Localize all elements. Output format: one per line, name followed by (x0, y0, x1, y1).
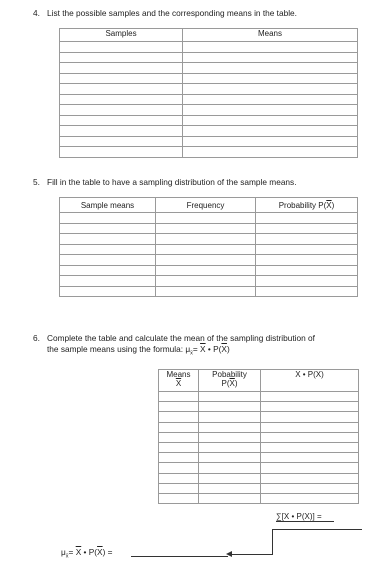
blank-cell[interactable] (60, 276, 156, 287)
blank-cell[interactable] (156, 244, 256, 255)
blank-cell[interactable] (183, 94, 358, 105)
blank-cell[interactable] (159, 473, 199, 483)
blank-cell[interactable] (199, 422, 261, 432)
blank-cell[interactable] (261, 493, 359, 503)
blank-cell[interactable] (159, 422, 199, 432)
formula-close: ) = (102, 547, 113, 557)
x-bar-symbol: X (97, 547, 103, 557)
blank-cell[interactable] (156, 213, 256, 224)
connector-top-line (272, 529, 362, 530)
blank-cell[interactable] (60, 286, 156, 297)
table-row (159, 473, 359, 483)
formula-subscript: x̄ (190, 350, 193, 357)
connector-vertical-line (272, 529, 273, 554)
blank-cell[interactable] (60, 42, 183, 53)
blank-cell[interactable] (60, 63, 183, 74)
blank-cell[interactable] (199, 473, 261, 483)
question-text: List the possible samples and the corresponding means in the table. (47, 8, 297, 18)
header-means (159, 370, 199, 392)
x-bar-symbol: X (315, 370, 322, 379)
blank-cell[interactable] (256, 276, 358, 287)
formula-equals: = (192, 344, 201, 354)
blank-cell[interactable] (261, 412, 359, 422)
blank-cell[interactable] (159, 483, 199, 493)
blank-cell[interactable] (60, 244, 156, 255)
header-frequency: Frequency (156, 198, 256, 213)
x-bar-symbol: X (175, 379, 182, 388)
blank-cell[interactable] (60, 213, 156, 224)
formula-subscript: x̄ (65, 553, 69, 560)
question-5 (33, 177, 297, 187)
blank-cell[interactable] (156, 255, 256, 266)
header-means: Means (183, 29, 358, 42)
blank-cell[interactable] (183, 52, 358, 63)
blank-cell[interactable] (183, 136, 358, 147)
mean-calculation-table (158, 369, 359, 504)
blank-cell[interactable] (156, 223, 256, 234)
table-row (159, 402, 359, 412)
blank-cell[interactable] (199, 392, 261, 402)
blank-cell[interactable] (261, 463, 359, 473)
means-label: Means (166, 370, 191, 379)
blank-cell[interactable] (156, 265, 256, 276)
product-label: • P( (300, 370, 316, 379)
blank-cell[interactable] (60, 126, 183, 137)
blank-cell[interactable] (156, 286, 256, 297)
sampling-distribution-table (59, 197, 358, 297)
header-sample-means: Sample means (60, 198, 156, 213)
table-row (60, 42, 358, 53)
table-row (60, 265, 358, 276)
question-6 (33, 333, 315, 343)
blank-cell[interactable] (256, 265, 358, 276)
close-paren: ) (234, 379, 238, 388)
formula-times: • P( (81, 547, 98, 557)
table-row (159, 493, 359, 503)
blank-cell[interactable] (261, 442, 359, 452)
x-bar-symbol: X (326, 200, 332, 210)
table-row (60, 255, 358, 266)
blank-cell[interactable] (183, 42, 358, 53)
blank-cell[interactable] (60, 52, 183, 63)
header-samples: Samples (60, 29, 183, 42)
mu-symbol: μ (61, 547, 66, 557)
table-row (60, 244, 358, 255)
sum-underline (276, 521, 334, 522)
x-bar-symbol: X (295, 370, 301, 379)
sum-label: ∑[X • P(X)] = (276, 512, 322, 521)
blank-cell[interactable] (199, 442, 261, 452)
header-probability (199, 370, 261, 392)
header-product (261, 370, 359, 392)
blank-cell[interactable] (261, 402, 359, 412)
blank-cell[interactable] (60, 115, 183, 126)
blank-cell[interactable] (60, 84, 183, 95)
question-text: Fill in the table to have a sampling distribution of the sample means. (47, 177, 297, 187)
table-row (60, 136, 358, 147)
table-row (60, 52, 358, 63)
table-row (159, 483, 359, 493)
blank-cell[interactable] (199, 493, 261, 503)
blank-cell[interactable] (261, 392, 359, 402)
blank-cell[interactable] (60, 265, 156, 276)
table-row (60, 105, 358, 116)
table-row (159, 392, 359, 402)
blank-cell[interactable] (199, 463, 261, 473)
blank-cell[interactable] (199, 432, 261, 442)
question-number: 4. (33, 8, 40, 18)
table-row (159, 422, 359, 432)
table-row (60, 73, 358, 84)
blank-cell[interactable] (199, 412, 261, 422)
table-row (60, 115, 358, 126)
blank-cell[interactable] (60, 73, 183, 84)
blank-cell[interactable] (199, 402, 261, 412)
table-row (60, 63, 358, 74)
blank-cell[interactable] (183, 115, 358, 126)
connector-bottom-line (232, 554, 273, 555)
blank-cell[interactable] (159, 432, 199, 442)
table-row (60, 213, 358, 224)
blank-cell[interactable] (60, 223, 156, 234)
blank-cell[interactable] (256, 234, 358, 245)
blank-cell[interactable] (156, 276, 256, 287)
samples-means-table (59, 28, 358, 158)
blank-cell[interactable] (159, 453, 199, 463)
blank-cell[interactable] (261, 453, 359, 463)
x-bar-symbol: X (200, 344, 206, 354)
blank-cell[interactable] (199, 453, 261, 463)
blank-cell[interactable] (183, 63, 358, 74)
blank-cell[interactable] (183, 84, 358, 95)
probability-label: Pobability (212, 370, 247, 379)
header-probability (256, 198, 358, 213)
blank-cell[interactable] (60, 234, 156, 245)
close-paren: ) (331, 200, 335, 210)
table-row (159, 453, 359, 463)
blank-cell[interactable] (256, 255, 358, 266)
blank-cell[interactable] (60, 147, 183, 158)
table-row (60, 126, 358, 137)
blank-cell[interactable] (156, 234, 256, 245)
blank-cell[interactable] (159, 442, 199, 452)
table-row (60, 223, 358, 234)
blank-cell[interactable] (261, 483, 359, 493)
blank-cell[interactable] (159, 402, 199, 412)
x-bar-symbol: X (221, 344, 227, 354)
table-row (60, 286, 358, 297)
table-row (60, 94, 358, 105)
answer-blank-line[interactable] (131, 556, 228, 557)
blank-cell[interactable] (261, 422, 359, 432)
blank-cell[interactable] (199, 483, 261, 493)
blank-cell[interactable] (60, 105, 183, 116)
table-row (159, 442, 359, 452)
table-row (60, 84, 358, 95)
formula-equals: = (68, 547, 76, 557)
formula-times: • P( (205, 344, 222, 354)
blank-cell[interactable] (183, 105, 358, 116)
blank-cell[interactable] (183, 147, 358, 158)
table-row (60, 147, 358, 158)
question-4 (33, 8, 297, 18)
blank-cell[interactable] (159, 392, 199, 402)
blank-cell[interactable] (183, 73, 358, 84)
blank-cell[interactable] (256, 213, 358, 224)
blank-cell[interactable] (60, 94, 183, 105)
table-row (159, 432, 359, 442)
probability-label: Probability P( (278, 200, 327, 210)
final-formula (61, 547, 113, 560)
blank-cell[interactable] (261, 473, 359, 483)
blank-cell[interactable] (261, 432, 359, 442)
x-bar-symbol: X (229, 379, 235, 388)
blank-cell[interactable] (159, 412, 199, 422)
table-row (159, 463, 359, 473)
blank-cell[interactable] (256, 223, 358, 234)
p-label: P( (221, 379, 230, 388)
blank-cell[interactable] (60, 136, 183, 147)
question-6-formula (47, 344, 230, 357)
table-row (60, 234, 358, 245)
question-number: 6. (33, 333, 40, 343)
close-paren: ) (321, 370, 324, 379)
blank-cell[interactable] (60, 255, 156, 266)
question-number: 5. (33, 177, 40, 187)
blank-cell[interactable] (183, 126, 358, 137)
question-text-line-1: Complete the table and calculate the mean of the sampling distribution of (47, 333, 315, 343)
table-row (159, 412, 359, 422)
table-row (60, 276, 358, 287)
blank-cell[interactable] (256, 244, 358, 255)
blank-cell[interactable] (159, 493, 199, 503)
blank-cell[interactable] (159, 463, 199, 473)
x-bar-symbol: X (75, 547, 82, 557)
blank-cell[interactable] (256, 286, 358, 297)
formula-text: the sample means using the formula: μ (47, 344, 191, 354)
close-paren: ) (226, 344, 230, 354)
